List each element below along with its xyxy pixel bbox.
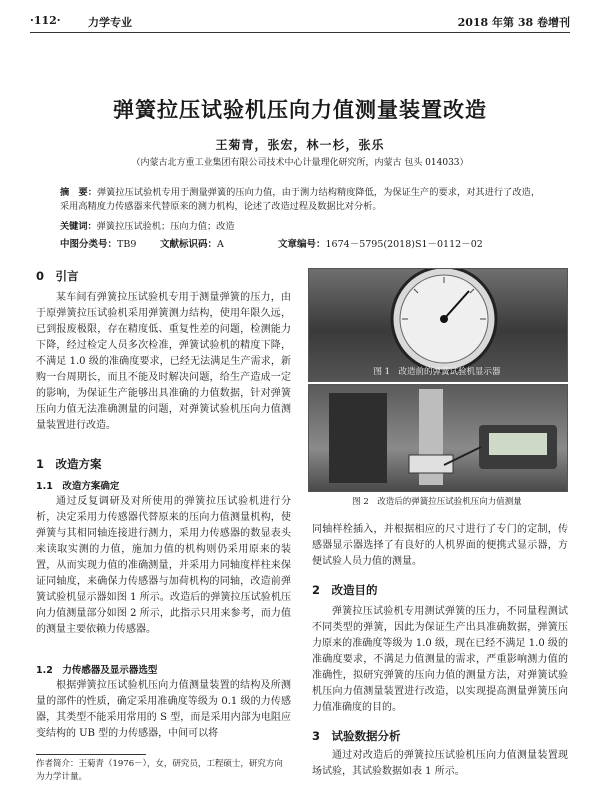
article-authors: 王菊青，张宏，林一杉，张乐 — [215, 138, 385, 152]
document-code — [160, 236, 224, 250]
section-1-1-paragraph: 通过反复调研及对所使用的弹簧拉压试验机进行分析，决定采用力传感器代替原来的压向力值测量机构，使弹簧与其相同轴连接进行测力，采用力传感器的数显表头来读取实测的力值，施加力值的机构则仍采用原来的装置，从而实现力值的准确测量，并采用力同轴度样柱来保证同轴度，来确保力传感器与加荷机构的同轴，改造前弹簧试验机显示器如图 1 所示。改造后的弹簧拉压试验机压向力值测量部分如图 2 所示，此指示只用来参考，而力值的测量主要依赖力传感器。 — [36, 496, 291, 635]
section-3-body — [312, 748, 568, 780]
article-number — [278, 236, 483, 250]
article-no-label: 文章编号： — [278, 239, 326, 250]
section-0-heading: 0 引言 — [36, 269, 79, 283]
abstract-text: 弹簧拉压试验机专用于测量弹簧的压向力值，由于测力结构精度降低，为保证生产的要求，对其进行了改造，采用高精度力传感器来代替原来的测力机构，论述了改造过程及数据比对分析。 — [60, 187, 541, 212]
keywords — [60, 218, 540, 232]
doc-code-value: A — [217, 239, 224, 250]
clc-value: TB9 — [117, 239, 137, 250]
figure-2-photo — [308, 384, 568, 492]
section-1-heading: 1 改造方案 — [36, 457, 102, 471]
figure-2-illustration — [309, 385, 567, 491]
abstract-label: 摘 要： — [60, 187, 97, 198]
keywords-text: 弹簧拉压试验机；压向力值；改造 — [96, 221, 235, 232]
article-no-value: 1674－5795(2018)S1－0112－02 — [325, 239, 483, 250]
author-footnote: 作者简介：王菊青（1976－），女，研究员，工程硕士，研究方向为力学计量。 — [36, 759, 283, 782]
journal-issue: 2018 年第 38 卷增刊 — [457, 16, 570, 29]
section-1-2-heading: 1.2 力传感器及显示器选型 — [36, 665, 158, 676]
continued-paragraph: 同轴样栓插入，并根据相应的尺寸进行了专门的定制，传感器显示器选择了有良好的人机界面的便携式显示器，方便试验人员力值的测量。 — [312, 524, 568, 567]
section-1-2-body — [36, 678, 291, 742]
footnote-rule — [36, 754, 146, 755]
clc-number — [60, 236, 136, 250]
section-1-1-heading: 1.1 改造方案确定 — [36, 481, 120, 492]
section-1-1-body — [36, 494, 291, 638]
figure-1-caption: 图 1 改造前的弹簧试验机显示器 — [373, 367, 501, 377]
continued-body — [312, 522, 568, 570]
section-1-2-paragraph: 根据弹簧拉压试验机压向力值测量装置的结构及所测量的部件的性质，确定采用准确度等级为 0.1 级的力传感器，其类型不能采用常用的 S 型，而是采用内部为电阻应变结构的 UB 型的力传感器，中间可以将 — [36, 680, 291, 739]
section-0-paragraph: 某车间有弹簧拉压试验机专用于测量弹簧的压力，由于原弹簧拉压试验机采用弹簧测力结构，使用年限久远，已到报废极限，存在精度低、重复性差的问题，检测能力下降，经过检定人员多次检准，弹簧试验机的精度下降，不满足 1.0 级的准确度要求，已经无法满足生产需求，新购一台周期长，而且不能及时解决问题，给生产造成一定的影响，为保证生产能够出具准确的力值数据，针对弹簧压向力值无法准确测量的问题，对弹簧试验机压向力值测量装置进行改造。 — [36, 292, 291, 431]
figure-2-caption: 图 2 改造后的弹簧拉压试验机压向力值测量 — [352, 497, 522, 507]
header-rule — [30, 32, 570, 33]
section-2-heading: 2 改造目的 — [312, 583, 378, 597]
section-3-heading: 3 试验数据分析 — [312, 729, 401, 743]
abstract — [60, 186, 540, 214]
section-0-body — [36, 290, 291, 434]
section-3-paragraph: 通过对改造后的弹簧拉压试验机压向力值测量装置现场试验，其试验数据如表 1 所示。 — [312, 750, 568, 777]
clc-label: 中图分类号： — [60, 239, 118, 250]
page-number: ·112· — [30, 14, 61, 27]
article-title: 弹簧拉压试验机压向力值测量装置改造 — [113, 97, 487, 122]
doc-code-label: 文献标识码： — [160, 239, 218, 250]
journal-name: 力学专业 — [88, 16, 132, 29]
section-2-body — [312, 604, 568, 716]
section-2-paragraph: 弹簧拉压试验机专用测试弹簧的压力，不同量程测试不同类型的弹簧，因此为保证生产出具准确数据，弹簧压力原来的准确度等级为 1.0 级，现在已经不满足 1.0 级的准确度要求，不满足力值测量的需求，严重影响测力值的准确性，拟研究弹簧的压向力值的测量方法，对弹簧试验机压向力值测量装置进行改造，以实现提高测量弹簧压向力值准确度的目的。 — [312, 606, 568, 713]
keywords-label: 关键词： — [60, 221, 97, 232]
article-affiliation: （内蒙古北方重工业集团有限公司技术中心计量理化研究所，内蒙古 包头 014033） — [131, 158, 469, 168]
